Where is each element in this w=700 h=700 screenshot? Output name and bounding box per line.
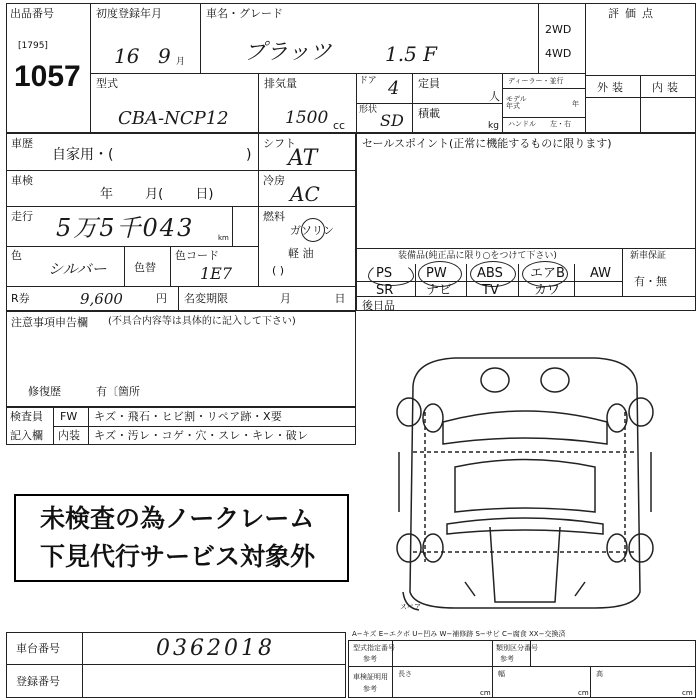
width-label: 幅 — [498, 670, 505, 678]
lot-code: [1795] — [18, 41, 48, 51]
shape-value: SD — [380, 111, 404, 130]
equip-tv: TV — [482, 283, 499, 298]
chassis-label: 車台番号 — [16, 642, 60, 655]
history-label: 修復歴 — [28, 385, 61, 398]
ac-value: AC — [290, 182, 320, 206]
shift-value: AT — [288, 146, 318, 171]
notes-hint: (不具合内容等は具体的に記入して下さい) — [108, 316, 296, 327]
equip-pw: PW — [426, 266, 447, 281]
dealer-label: ディーラー・並行 — [508, 77, 564, 85]
car-name: プラッツ — [244, 40, 332, 65]
kg-unit: kg — [488, 121, 499, 131]
door-label: ドア — [359, 76, 377, 86]
inspection-label: 車検 — [11, 174, 33, 187]
first-reg-month: 9 — [158, 44, 171, 68]
inspector-label-1: 検査員 — [10, 410, 43, 423]
length-unit: cm — [480, 689, 491, 697]
door-value: 4 — [388, 78, 400, 99]
car-cert-label-2: 参考 — [363, 685, 377, 693]
fw-label: FW — [60, 410, 78, 423]
history-value: 有〔箇所 — [96, 385, 140, 398]
fuel-label: 燃料 — [263, 210, 285, 223]
name-change-value: 月 日 — [280, 292, 346, 305]
model-value: CBA-NCP12 — [118, 108, 229, 129]
capacity-label: 定員 — [418, 77, 440, 90]
equip-ps: PS — [376, 266, 393, 281]
notes-label: 注意事項申告欄 — [11, 316, 88, 329]
car-grade: 1.5 F — [385, 42, 438, 66]
use-close: ) — [246, 147, 252, 163]
car-cert-label-1: 車検証明用 — [353, 673, 388, 681]
reg-label: 登録番号 — [16, 675, 60, 688]
color-code-value: 1E7 — [200, 264, 233, 283]
damage-legend: A−キズ E−エクボ U−凹み W−補修跡 S−サビ C−腐食 XX−交換済 — [352, 630, 566, 638]
equip-navi: ナビ — [426, 283, 453, 298]
recycle-label: R券 — [11, 292, 30, 305]
width-unit: cm — [578, 689, 589, 697]
yen-unit: 円 — [156, 292, 167, 305]
fuel-gas: ガソリン — [290, 224, 334, 237]
shift-label: シフト — [263, 137, 296, 150]
stamp-line-2: 下見代行サービス対象外 — [40, 543, 316, 571]
drive-4wd: 4WD — [545, 47, 572, 60]
ac-label: 冷房 — [263, 174, 285, 187]
car-damage-diagram — [395, 352, 655, 614]
model-label: 型式 — [96, 77, 118, 90]
equipment-title: 装備品(純正品に限り○をつけて下さい) — [398, 251, 557, 261]
year-unit: 年 — [572, 100, 579, 108]
height-unit: cm — [682, 689, 693, 697]
displacement-label: 排気量 — [264, 77, 297, 90]
chassis-value: 0362018 — [156, 636, 275, 661]
km-unit: km — [218, 234, 229, 242]
class-label-2: 参考 — [500, 655, 514, 663]
person-unit: 人 — [489, 90, 500, 103]
fw-text: キズ・飛石・ヒビ割・リペア跡・X要 — [94, 410, 283, 423]
first-reg-label: 初度登録年月 — [96, 7, 162, 20]
use-label: 車歴 — [11, 137, 33, 150]
inspection-value: 年 月( 日) — [100, 187, 214, 202]
interior-label: 内装 — [652, 81, 682, 94]
fuel-gas-circle — [301, 218, 325, 242]
exterior-label: 外装 — [597, 81, 627, 94]
equip-aw: AW — [590, 266, 612, 281]
drive-2wd: 2WD — [545, 23, 572, 36]
stamp-line-1: 未検査の為ノークレーム — [40, 505, 315, 533]
eval-label: 評価点 — [608, 7, 659, 20]
height-label: 高 — [596, 670, 603, 678]
cert-label-2: 参考 — [363, 655, 377, 663]
int-text: キズ・汚レ・コゲ・穴・スレ・キレ・破レ — [94, 429, 309, 442]
load-label: 積載 — [418, 107, 440, 120]
int-label: 内装 — [58, 429, 80, 442]
new-car-value: 有・無 — [634, 275, 667, 288]
model-year-label: モデル年式 — [506, 95, 527, 110]
car-name-label: 車名・グレード — [206, 7, 283, 20]
handle-value: 左・右 — [550, 120, 571, 128]
handle-label: ハンドル — [508, 120, 536, 128]
length-label: 長さ — [398, 670, 412, 678]
displacement-value: 1500 — [285, 108, 329, 128]
color-change-label: 色替 — [134, 261, 156, 274]
use-value: 自家用・( — [52, 147, 114, 163]
new-car-label: 新車保証 — [630, 251, 667, 261]
spare-label: スペア — [400, 603, 421, 611]
name-change-label: 名変期限 — [184, 292, 228, 305]
fuel-diesel: 軽 油 — [288, 247, 314, 260]
cert-label-1: 型式指定番号 — [353, 644, 395, 652]
mileage-value: 5万5千043 — [56, 214, 195, 242]
lot-label: 出品番号 — [10, 7, 54, 20]
equip-abs: ABS — [477, 266, 503, 281]
sales-point-label: セールスポイント(正常に機能するものに限ります) — [362, 137, 612, 150]
later-label: 後日品 — [362, 299, 395, 312]
equip-sr: SR — [376, 283, 394, 298]
month-unit: 月 — [176, 57, 186, 67]
fuel-paren: ( ) — [272, 264, 285, 277]
first-reg-year: 16 — [114, 44, 140, 68]
mileage-label: 走行 — [11, 210, 33, 223]
color-value: シルバー — [48, 260, 107, 278]
recycle-value: 9,600 — [80, 290, 123, 308]
lot-number: 1057 — [14, 60, 81, 93]
header-block — [6, 3, 696, 133]
color-label: 色 — [11, 249, 22, 262]
class-label-1: 類別区分番号 — [496, 644, 538, 652]
inspector-label-2: 記入欄 — [10, 429, 43, 442]
shape-label: 形状 — [359, 105, 378, 115]
cc-unit: cc — [333, 119, 346, 132]
equip-leather: カワ — [534, 283, 561, 298]
equip-airbag: エアB — [530, 266, 565, 281]
color-code-label: 色コード — [175, 249, 219, 262]
